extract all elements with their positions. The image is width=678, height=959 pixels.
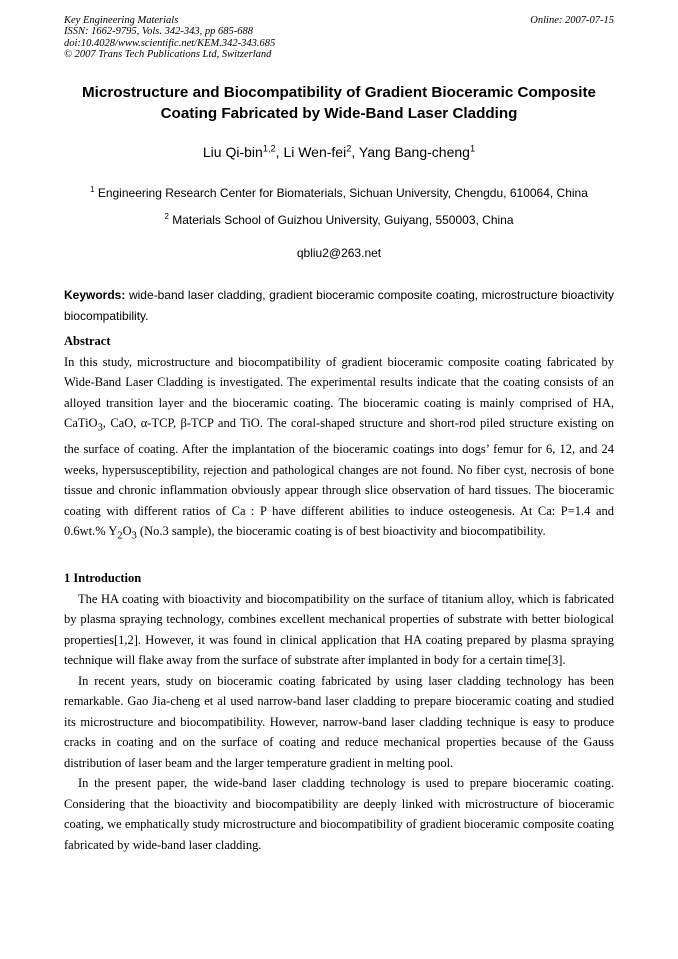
affiliation-1 (0, 185, 678, 201)
keywords-label: Keywords: (64, 288, 126, 302)
affiliation-2-mark: 2 (164, 212, 169, 221)
author-list (0, 143, 678, 161)
affiliation-2 (0, 212, 678, 228)
copyright-line: © 2007 Trans Tech Publications Ltd, Switzerland (64, 48, 272, 60)
author-2: Li Wen-fei (283, 144, 347, 160)
introduction-paragraph-3: In the present paper, the wide-band laser cladding technology is used to prepare bioceramic coating. Considering that the bioactivity and biocompatibility are deeply linked with microstructure of bioceramic coating, we emphatically study microstructure and biocompatibility of gradient bioceramic composite coating fabricated by wide-band laser cladding. (64, 776, 614, 852)
affiliation-1-text: Engineering Research Center for Biomaterials, Sichuan University, Chengdu, 610064, China (94, 186, 588, 200)
abstract-text (64, 352, 614, 548)
abstract-section (64, 331, 614, 547)
author-3: Yang Bang-cheng (358, 144, 470, 160)
author-sep: , (275, 144, 284, 160)
title-line-2: Coating Fabricated by Wide-Band Laser Cladding (160, 105, 518, 122)
subscript: 3 (131, 530, 137, 542)
author-3-affil: 1 (469, 143, 476, 154)
author-email: qbliu2@263.net (296, 246, 382, 260)
doi-line: doi:10.4028/www.scientific.net/KEM.342-343.685 (64, 37, 276, 49)
abstract-text-part: In this study, microstructure and biocompatibility of gradient bioceramic composite coating fabricated by Wide-Band Laser Cladding is investigated. The experimental results indicate that the coating consists of an alloyed transition layer and the bioceramic coating. The bioceramic coating is mainly comprised of HA, CaTiO (64, 354, 614, 430)
journal-header (64, 15, 484, 60)
introduction-heading: 1 Introduction (64, 571, 142, 585)
author-1: Liu Qi-bin (202, 144, 263, 160)
journal-name: Key Engineering Materials (64, 15, 179, 26)
author-1-affil: 1,2 (262, 143, 276, 154)
author-sep: , (351, 144, 359, 160)
affiliation-1-mark: 1 (90, 185, 95, 194)
abstract-text-part: O (122, 524, 132, 538)
introduction-paragraph-2: In recent years, study on bioceramic coating fabricated by using laser cladding technology has been remarkable. Gao Jia-cheng et al used narrow-band laser cladding to prepare bioceramic coating and studied its microstructure and biocompatibility. However, narrow-band laser cladding technique is easy to produce cracks in coating and on the surface of coating and reduce mechanical properties because of the Gauss distribution of laser beam and the larger temperature gradient in melting pool. (64, 673, 614, 770)
keywords (64, 285, 614, 327)
introduction-section (64, 568, 614, 855)
issn-line: ISSN: 1662-9795, Vols. 342-343, pp 685-688 (64, 26, 253, 38)
title-line-1: Microstructure and Biocompatibility of Gradient Bioceramic Composite (82, 84, 596, 101)
subscript: 2 (117, 530, 123, 542)
subscript: 3 (97, 422, 103, 434)
author-2-affil: 2 (346, 143, 352, 154)
paper-title (50, 82, 628, 124)
keywords-text: wide-band laser cladding, gradient bioceramic composite coating, microstructure bioactivity biocompatibility. (64, 288, 614, 323)
abstract-text-part: , CaO, α-TCP, β-TCP and TiO. The coral-shaped structure and short-rod piled structure existing on the surface of coating. After the implantation of the bioceramic coatings into dogs’ femur for 6, 12, and 24 weeks, hypersusceptibility, rejection and pathological changes are not found. No fiber cyst, necrosis of bone tissue and chronic inflammation obviously appear through slice observation of hard tissues. The bioceramic coating with different ratios of Ca : P have different abilities to induce osteogenesis. At Ca: P=1.4 and 0.6wt.% Y (64, 416, 614, 538)
abstract-heading: Abstract (64, 334, 111, 348)
introduction-paragraph-1: The HA coating with bioactivity and biocompatibility on the surface of titanium alloy, which is fabricated by plasma spraying technology, combines excellent mechanical properties of substrate with better biological properties[1,2]. However, it was found in clinical application that HA coating prepared by plasma spraying technique will flake away from the surface of substrate after implanted in body for a certain time[3]. (64, 591, 614, 667)
affiliation-2-text: Materials School of Guizhou University, Guiyang, 550003, China (168, 213, 514, 227)
online-date: Online: 2007-07-15 (530, 15, 614, 26)
abstract-text-part: (No.3 sample), the bioceramic coating is of best bioactivity and biocompatibility. (136, 524, 546, 538)
